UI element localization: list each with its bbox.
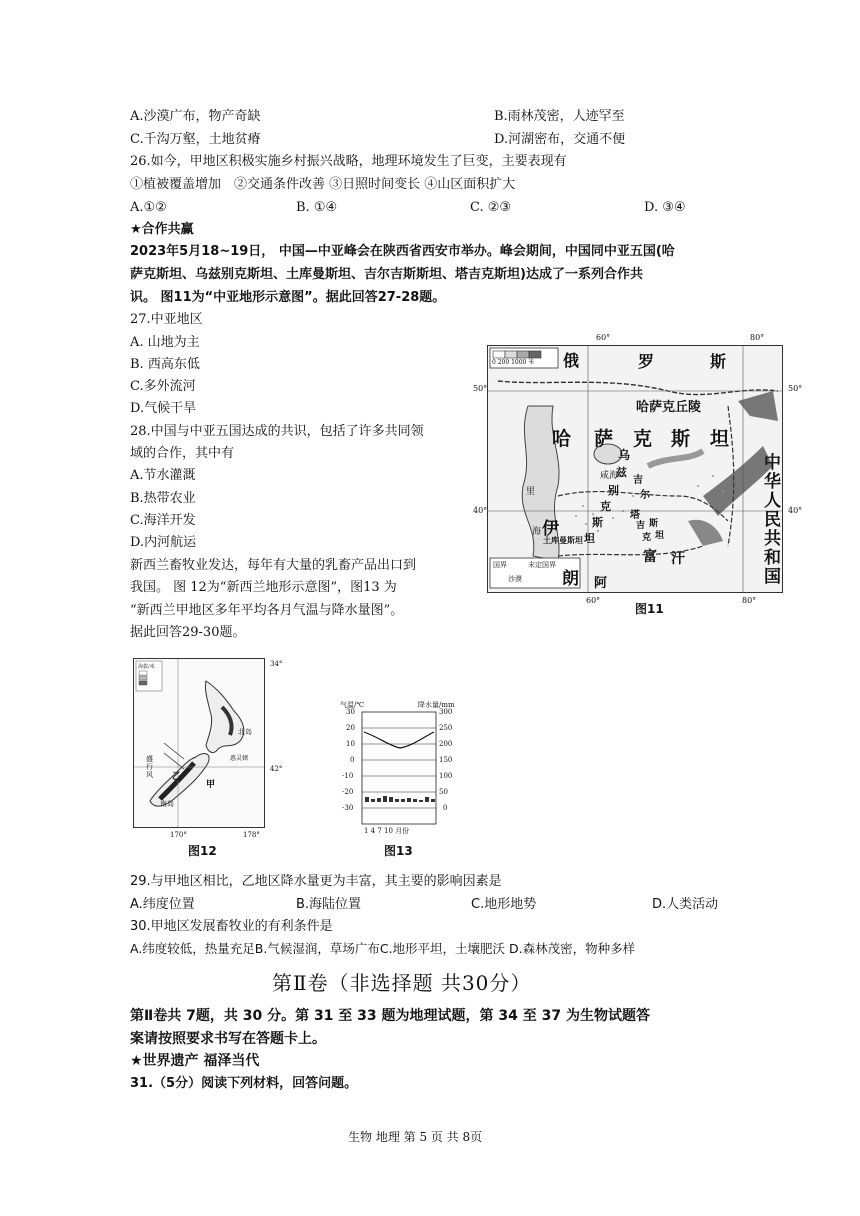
fig12-lat-34: 34° (270, 660, 283, 668)
q25-option-a: A.沙漠广布，物产奇缺 (130, 109, 261, 124)
fig11-label-china-1: 中 (764, 453, 781, 473)
fig12-lon-170: 170° (170, 831, 187, 839)
part2-intro-line1: 第Ⅱ卷共 7题，共 30 分。第 31 至 33 题为地理试题，第 34 至 37 为生物试题答 (130, 1008, 650, 1024)
q28-option-c: C.海洋开发 (130, 513, 196, 528)
part2-title: 第Ⅱ卷（非选择题 共30分） (272, 971, 532, 995)
q26-option-b: B. ①④ (296, 200, 338, 215)
fig11-legend-border: 国界 (493, 561, 507, 569)
fig11-label-china-6: 和 (764, 548, 781, 568)
q26-stem: 26.如今，甲地区积极实施乡村振兴战略，地理环境发生了巨变，主要表现有 (130, 154, 567, 169)
fig11-label-tj-4: 斯 (649, 519, 659, 529)
fig12-label-yi: 乙 (172, 772, 182, 782)
q29-stem: 29.与甲地区相比，乙地区降水量更为丰富，其主要的影响因素是 (130, 874, 502, 889)
fig13-temp-tick: -10 (342, 772, 354, 780)
fig11-label-china-7: 国 (764, 567, 781, 587)
q29-option-a: A.纬度位置 (130, 897, 195, 912)
fig13-precip-tick: 150 (439, 756, 453, 764)
nz-intro-line2: 我国。 图 12为“新西兰地形示意图”，图13 为 (130, 580, 397, 595)
fig13-temp-label: 气温/℃ (340, 701, 365, 709)
q28-option-a: A.节水灌溉 (130, 468, 196, 483)
fig12-label-wellington: 惠灵顿 (230, 755, 249, 762)
fig11-lon-80-top: 80° (750, 333, 765, 342)
fig11-lat-50-left: 50° (473, 384, 488, 393)
fig11-label-uz-2: 兹 (616, 466, 627, 479)
q30-options: A.纬度较低，热量充足B.气候湿润，草场广布C.地形平坦，土壤肥沃 D.森林茂密，物种多样 (130, 941, 636, 956)
fig13-temp-tick: 10 (346, 740, 355, 748)
part2-intro-line2: 案请按照要求书写在答题卡上。 (130, 1031, 326, 1047)
q26-option-a: A.①② (130, 200, 167, 215)
fig11-label-kazakh-hills: 哈萨克丘陵 (636, 400, 702, 415)
figure-12-caption: 图12 (188, 844, 217, 858)
q25-option-d: D.河湖密布，交通不便 (494, 132, 626, 147)
fig13-temp-tick: -20 (342, 788, 354, 796)
fig12-label-south-island: 南岛 (160, 800, 174, 808)
q26-items: ①植被覆盖增加 ②交通条件改善 ③日照时间变长 ④山区面积扩大 (130, 177, 516, 192)
q25-option-b: B.雨林茂密，人迹罕至 (494, 109, 625, 124)
fig13-precip-tick: 250 (439, 724, 453, 732)
figure-11-caption: 图11 (635, 602, 664, 616)
fig12-lat-42: 42° (270, 765, 283, 773)
fig11-label-afg-1: 富 (643, 549, 657, 565)
figure-11-central-asia-map (487, 345, 783, 593)
fig12-legend-title: 海拔/米 (138, 664, 155, 670)
q27-option-c: C.多外流河 (130, 379, 196, 394)
section-coop-para-line2: 萨克斯坦、乌兹别克斯坦、土库曼斯坦、吉尔吉斯斯坦、塔吉克斯坦)达成了一系列合作共 (130, 267, 643, 282)
fig13-precip-tick: 200 (439, 740, 453, 748)
fig11-label-iran-1: 伊 (542, 519, 559, 539)
q27-option-b: B. 西高东低 (130, 357, 200, 372)
fig11-label-iran-2: 朗 (562, 569, 579, 589)
figure-13-caption: 图13 (384, 844, 413, 858)
page-footer: 生物 地理 第 5 页 共 8页 (348, 1130, 483, 1144)
fig11-label-china-5: 共 (764, 529, 781, 549)
fig11-label-afg-3: 阿 (594, 576, 608, 591)
fig13-temp-tick: 20 (346, 724, 355, 732)
new-zealand-map-graphic (134, 659, 265, 828)
q31-stem: 31.（5分）阅读下列材料，回答问题。 (130, 1076, 358, 1091)
figure-12-new-zealand-map (133, 658, 265, 828)
q29-option-d: D.人类活动 (652, 897, 719, 912)
nz-intro-line1: 新西兰畜牧业发达，每年有大量的乳畜产品出口到 (130, 558, 417, 573)
q29-option-c: C.地形地势 (471, 897, 537, 912)
fig11-label-kz-1: 哈 (552, 428, 572, 450)
fig13-precip-label: 降水量/mm (418, 701, 455, 709)
fig11-lon-80-bottom: 80° (742, 596, 757, 605)
fig11-label-russia-2: 罗 (638, 352, 655, 371)
climate-chart-graphic (340, 700, 460, 836)
fig11-label-aral: 咸海 (600, 471, 619, 481)
q27-option-a: A. 山地为主 (130, 335, 200, 350)
fig13-precip-tick: 50 (439, 788, 448, 796)
section-coop-para-line3: 识。 图11为“中亚地形示意图”。据此回答27-28题。 (130, 290, 446, 305)
fig11-label-uz-3: 别 (608, 484, 619, 497)
fig11-label-kg-2: 尔 (640, 490, 650, 501)
central-asia-map-graphic (488, 346, 783, 593)
fig11-lat-40-left: 40° (473, 506, 488, 515)
fig11-scale-numbers: 0 200 1000 米 (492, 359, 535, 366)
part2-heading: ★世界遗产 福泽当代 (130, 1053, 260, 1069)
fig13-precip-tick: 300 (439, 708, 453, 716)
fig12-label-jia: 甲 (206, 780, 216, 790)
fig11-label-caspian-2: 海 (532, 527, 542, 537)
fig12-label-north-island: 北岛 (238, 728, 252, 736)
fig11-legend-undefined: 未定国界 (528, 561, 556, 569)
fig11-label-uz-5: 斯 (592, 516, 603, 529)
fig11-lat-50-right: 50° (788, 384, 803, 393)
fig11-lon-60-bottom: 60° (586, 596, 601, 605)
fig11-label-kz-4: 斯 (671, 428, 691, 450)
fig11-label-russia-3: 斯 (710, 352, 727, 371)
nz-intro-line4: 据此回答29-30题。 (130, 625, 246, 640)
q28-stem-line1: 28.中国与中亚五国达成的共识，包括了许多共同领 (130, 424, 424, 439)
fig11-label-kg-1: 吉 (633, 475, 643, 486)
fig11-label-uz-6: 坦 (584, 532, 595, 545)
fig12-lon-178: 178° (243, 831, 260, 839)
q28-option-b: B.热带农业 (130, 491, 196, 506)
fig11-label-turkmen: 土库曼斯坦 (543, 536, 583, 545)
q28-stem-line2: 域的合作，其中有 (130, 446, 235, 461)
fig11-label-china-3: 人 (764, 491, 781, 511)
fig11-label-tj-5: 坦 (655, 531, 665, 541)
fig11-label-tj-3: 克 (642, 533, 652, 543)
fig13-temp-tick: 0 (350, 756, 355, 764)
fig13-precip-tick: 100 (439, 772, 453, 780)
fig11-label-kz-5: 坦 (710, 428, 730, 450)
fig11-lat-40-right: 40° (788, 506, 803, 515)
fig11-label-uz-1: 乌 (618, 448, 631, 462)
fig11-label-russia-1: 俄 (563, 351, 580, 370)
nz-intro-line3: “新西兰甲地区多年平均各月气温与降水量图”。 (130, 603, 404, 618)
q26-option-c: C. ②③ (470, 200, 512, 215)
fig11-label-kz-2: 萨 (594, 428, 614, 450)
fig11-label-afg-2: 汗 (671, 551, 685, 567)
q28-option-d: D.内河航运 (130, 535, 197, 550)
q27-stem: 27.中亚地区 (130, 312, 203, 327)
q29-option-b: B.海陆位置 (296, 897, 362, 912)
fig11-label-uz-4: 克 (600, 500, 611, 513)
fig11-label-caspian-1: 里 (526, 487, 536, 497)
section-coop-heading: ★合作共赢 (130, 222, 194, 237)
fig13-precip-tick: 0 (443, 804, 448, 812)
q25-option-c: C.千沟万壑，土地贫瘠 (130, 132, 261, 147)
section-coop-para-line1: 2023年5月18~19日， 中国—中亚峰会在陕西省西安市举办。峰会期间，中国同中亚五国(哈 (130, 244, 675, 259)
fig11-legend-desert: 沙漠 (508, 575, 522, 583)
fig11-label-tj-1: 塔 (630, 510, 640, 521)
fig11-label-china-2: 华 (764, 472, 781, 492)
fig13-temp-tick: -30 (342, 804, 354, 812)
fig11-lon-60-top: 60° (596, 333, 611, 342)
fig12-label-wind: 盛行风 (146, 755, 153, 779)
fig13-temp-tick: 30 (346, 708, 355, 716)
figure-13-climate-chart (340, 700, 460, 836)
fig11-label-kz-3: 克 (633, 428, 653, 450)
q30-stem: 30.甲地区发展畜牧业的有利条件是 (130, 919, 333, 934)
fig13-month-ticks: 1 4 7 10 月份 (364, 827, 410, 835)
q27-option-d: D.气候干旱 (130, 401, 197, 416)
fig11-label-tj-2: 吉 (636, 521, 646, 531)
fig11-label-china-4: 民 (764, 510, 781, 530)
q26-option-d: D. ③④ (644, 200, 686, 215)
